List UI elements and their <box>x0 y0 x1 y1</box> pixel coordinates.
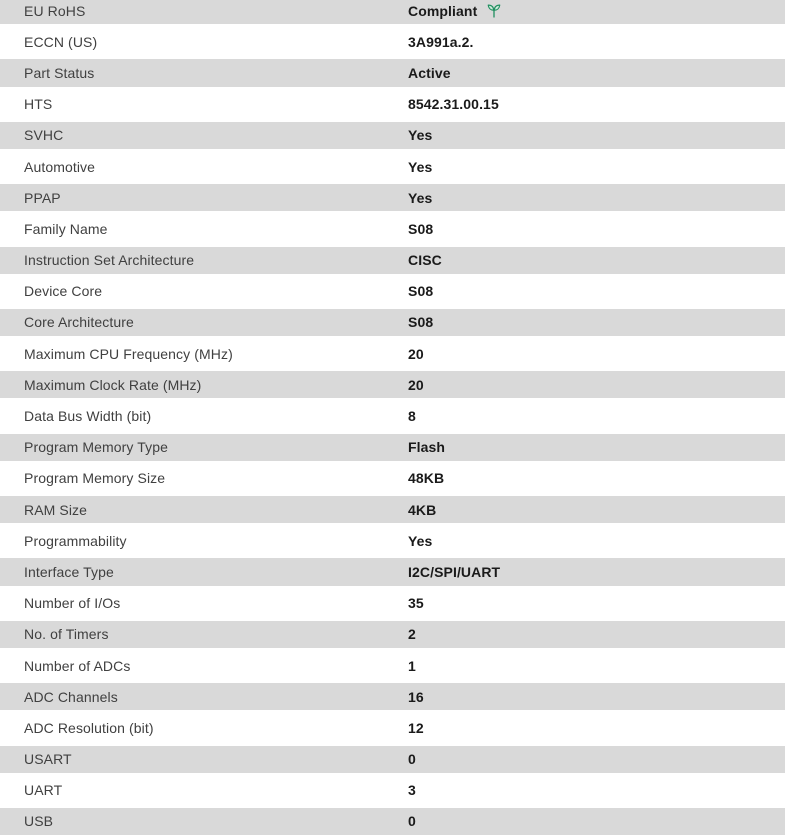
attribute-value: 12 <box>408 719 424 736</box>
attribute-label: Part Status <box>24 64 95 81</box>
attribute-label: UART <box>24 782 63 799</box>
attribute-value: S08 <box>408 220 434 237</box>
attribute-value-cell <box>408 470 785 486</box>
attribute-label: Device Core <box>24 283 103 300</box>
table-row <box>0 525 785 556</box>
attribute-value: Active <box>408 64 451 81</box>
attribute-label: Maximum CPU Frequency (MHz) <box>24 345 233 362</box>
attribute-value: I2C/SPI/UART <box>408 563 501 580</box>
attribute-value-cell <box>408 720 785 736</box>
attribute-label: ADC Channels <box>24 688 118 705</box>
attribute-label: Program Memory Type <box>24 439 169 456</box>
table-row <box>0 151 785 182</box>
attribute-value-cell <box>408 408 785 424</box>
attribute-label: Number of ADCs <box>24 657 131 674</box>
attribute-value: 0 <box>408 751 416 768</box>
attribute-value: 16 <box>408 688 424 705</box>
attribute-value: 8 <box>408 408 416 425</box>
table-row <box>0 681 785 712</box>
table-row <box>0 369 785 400</box>
table-row <box>0 57 785 88</box>
table-row <box>0 712 785 743</box>
attribute-value-cell <box>408 252 785 268</box>
attribute-label: Data Bus Width (bit) <box>24 408 152 425</box>
table-row <box>0 556 785 587</box>
attribute-label: RAM Size <box>24 501 88 518</box>
attribute-label: USB <box>24 813 54 830</box>
attribute-value: 20 <box>408 345 424 362</box>
attribute-label: No. of Timers <box>24 626 109 643</box>
attribute-value-cell <box>408 595 785 611</box>
table-row <box>0 494 785 525</box>
attribute-value-cell <box>408 127 785 143</box>
table-row <box>0 120 785 151</box>
attribute-value: 3 <box>408 782 416 799</box>
attribute-value: CISC <box>408 252 442 269</box>
table-row <box>0 307 785 338</box>
table-row <box>0 276 785 307</box>
table-row <box>0 245 785 276</box>
attribute-value-cell <box>408 564 785 580</box>
attribute-value: 8542.31.00.15 <box>408 96 499 113</box>
table-row <box>0 0 785 26</box>
attribute-label: USART <box>24 751 72 768</box>
table-row <box>0 26 785 57</box>
attribute-value-cell <box>408 751 785 767</box>
attribute-value-cell <box>408 533 785 549</box>
table-row <box>0 463 785 494</box>
attribute-label: Maximum Clock Rate (MHz) <box>24 376 202 393</box>
attribute-value: Yes <box>408 532 433 549</box>
attribute-value: 1 <box>408 657 416 674</box>
attribute-value-cell <box>408 626 785 642</box>
attribute-label: Programmability <box>24 532 127 549</box>
attribute-value-cell <box>408 221 785 237</box>
attribute-label: Program Memory Size <box>24 470 166 487</box>
attribute-value-cell <box>408 159 785 175</box>
table-row <box>0 213 785 244</box>
table-row <box>0 619 785 650</box>
table-row <box>0 744 785 775</box>
attribute-value: Compliant <box>408 2 478 19</box>
attribute-value-cell <box>408 314 785 330</box>
attribute-value: 3A991a.2. <box>408 33 474 50</box>
table-row <box>0 338 785 369</box>
attribute-label: Number of I/Os <box>24 595 121 612</box>
attribute-value: Flash <box>408 439 446 456</box>
attribute-value-cell <box>408 65 785 81</box>
table-row <box>0 400 785 431</box>
attribute-label: Core Architecture <box>24 314 134 331</box>
attribute-value-cell <box>408 502 785 518</box>
table-row <box>0 182 785 213</box>
eco-leaf-icon[interactable] <box>486 3 502 18</box>
attribute-label: Instruction Set Architecture <box>24 252 195 269</box>
attribute-value-cell <box>408 377 785 393</box>
attribute-value-cell <box>408 190 785 206</box>
attribute-label: ADC Resolution (bit) <box>24 719 154 736</box>
table-row <box>0 775 785 806</box>
attribute-value: 48KB <box>408 470 445 487</box>
attribute-label: SVHC <box>24 127 64 144</box>
table-row <box>0 432 785 463</box>
attribute-value: Yes <box>408 189 433 206</box>
attribute-label: EU RoHS <box>24 2 86 19</box>
attribute-value-cell <box>408 283 785 299</box>
attribute-label: ECCN (US) <box>24 33 98 50</box>
attribute-label: Automotive <box>24 158 96 175</box>
attribute-label: HTS <box>24 96 53 113</box>
attribute-value-cell <box>408 96 785 112</box>
attribute-value: S08 <box>408 283 434 300</box>
table-row <box>0 806 785 835</box>
attribute-value: 4KB <box>408 501 437 518</box>
attribute-value: 0 <box>408 813 416 830</box>
attribute-value-cell <box>408 658 785 674</box>
attribute-value-cell <box>408 689 785 705</box>
attribute-value-cell <box>408 439 785 455</box>
attribute-value-cell <box>408 346 785 362</box>
attribute-value: Yes <box>408 127 433 144</box>
attribute-value-cell <box>408 3 785 19</box>
attribute-value: 35 <box>408 595 424 612</box>
table-row <box>0 650 785 681</box>
table-row <box>0 89 785 120</box>
attribute-value: 20 <box>408 376 424 393</box>
attribute-value: 2 <box>408 626 416 643</box>
table-row <box>0 588 785 619</box>
attribute-value: S08 <box>408 314 434 331</box>
attribute-value-cell <box>408 782 785 798</box>
attribute-value: Yes <box>408 158 433 175</box>
attribute-value-cell <box>408 813 785 829</box>
attribute-label: PPAP <box>24 189 61 206</box>
attribute-label: Family Name <box>24 220 108 237</box>
attribute-value-cell <box>408 34 785 50</box>
attribute-label: Interface Type <box>24 563 114 580</box>
